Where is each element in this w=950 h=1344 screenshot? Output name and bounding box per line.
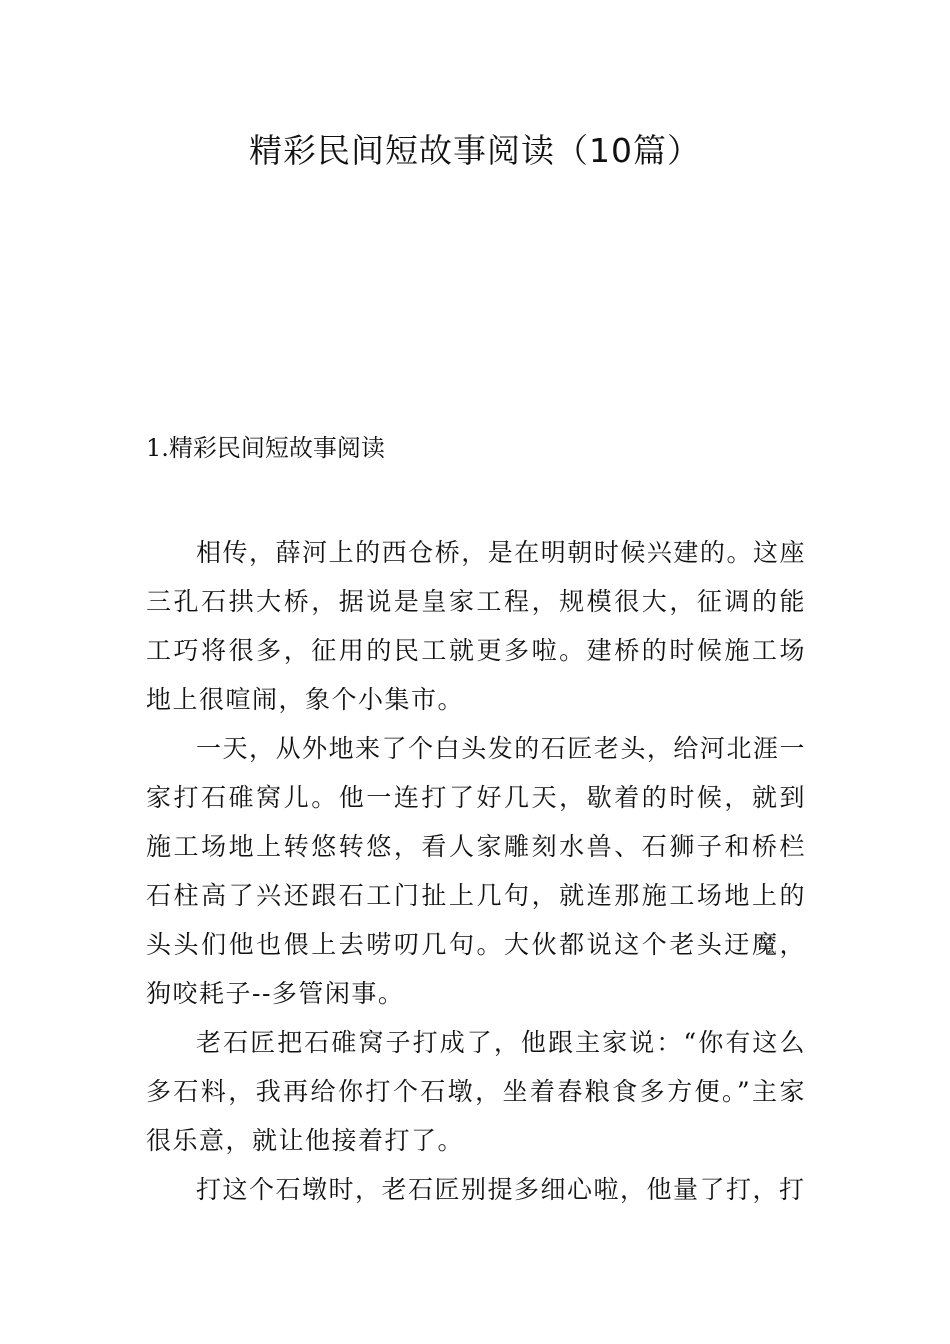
paragraph: 打这个石墩时，老石匠别提多细心啦，他量了打，打 [196,1175,806,1204]
story-body [146,528,806,1214]
paragraph: 相传，薛河上的西仓桥，是在明朝时候兴建的。这座三孔石拱大桥，据说是皇家工程，规模很大，征调的能工巧将很多，征用的民工就更多啦。建桥的时候施工场地上很喧闹，象个小集市。 [146,538,806,714]
document-title: 精彩民间短故事阅读（10篇） [249,131,701,170]
paragraph: 一天，从外地来了个白头发的石匠老头，给河北涯一家打石碓窝儿。他一连打了好几天，歇着的时候，就到施工场地上转悠转悠，看人家雕刻水兽、石狮子和桥栏石柱高了兴还跟石工门扯上几句，就连那施工场地上的头头们他也偎上去唠叨几句。大伙都说这个老头迂魔，狗咬耗子--多管闲事。 [146,734,806,1008]
paragraph: 老石匠把石碓窝子打成了，他跟主家说：“你有这么多石料，我再给你打个石墩，坐着舂粮食多方便。”主家很乐意，就让他接着打了。 [146,1028,806,1155]
section-heading: 1.精彩民间短故事阅读 [146,434,385,462]
